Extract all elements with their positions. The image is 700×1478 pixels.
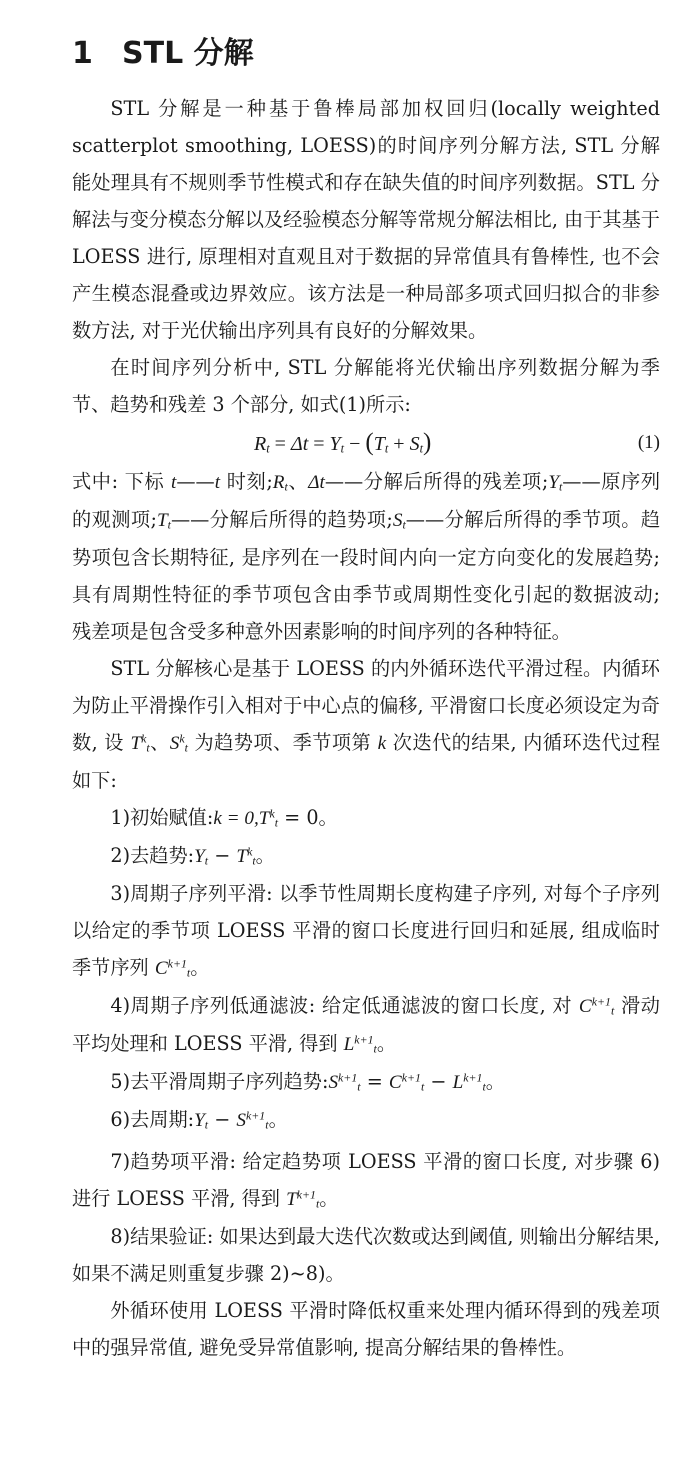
definitions-paragraph: 式中: 下标 t——t 时刻$;R_t$、Δt——分解后所得的残差项$;Y_t——$原序列的观测项$;T_t——$分解后所得的趋势项$;S_t——$分解后所得的季节项。趋势项包含长期特征, 是序列在一段时间内向一定方向变化的发展趋势; 具有周期性特征的季节项包含由季节或周期性变化引起的数据波动; 残差项是包含受多种意外因素影响的时间序列的各种特征。 [72, 470, 661, 643]
intro-paragraph-2: 在时间序列分析中, STL 分解能将光伏输出序列数据分解为季节、趋势和残差 3 个部分, 如式(1)所示: [72, 356, 660, 416]
core-paragraph: STL 分解核心是基于 LOESS 的内外循环迭代平滑过程。内循环为防止平滑操作引入相对于中心点的偏移, 平滑窗口长度必须设定为奇数, 设 $T^k_t$、$S^k_t$ 为趋势项、季节项第 k 次迭代的结果, 内循环迭代过程如下: [72, 657, 661, 792]
step-1: 1)初始赋值:k = $0,T^k_t = 0$。 [110, 806, 338, 830]
step-2: 2)去趋势$:Y_t - T^k_t$。 [110, 844, 275, 868]
outer-loop-paragraph: 外循环使用 LOESS 平滑时降低权重来处理内循环得到的残差项中的强异常值, 避免受异常值影响, 提高分解结果的鲁棒性。 [72, 1299, 660, 1359]
equation-1 [72, 423, 660, 463]
section-number: 1 [72, 36, 93, 71]
equation-body: $R_t = \Delta t = Y_t - (T_t + S_t)$ [254, 429, 432, 456]
step-8: 8)结果验证: 如果达到最大迭代次数或达到阈值, 则输出分解结果, 如果不满足则重复步骤 2)~8)。 [72, 1225, 660, 1285]
article-page [72, 34, 660, 1366]
equation-number: (1) [637, 432, 660, 453]
intro-paragraph-1: STL 分解是一种基于鲁棒局部加权回归(locally weighted scatterplot smoothing, LOESS)的时间序列分解方法, STL 分解能处理具有不规则季节性模式和存在缺失值的时间序列数据。STL 分解法与变分模态分解以及经验模态分解等常规分解法相比, 由于其基于 LOESS 进行, 原理相对直观且对于数据的异常值具有鲁棒性, 也不会产生模态混叠或边界效应。该方法是一种局部多项式回归拟合的非参数方法, 对于光伏输出序列具有良好的分解效果。 [72, 97, 660, 342]
step-5: 5)去平滑周期子序列趋势$:S^{k+1}_t = C^{k+1}_t - L^{k+1}_t$。 [110, 1070, 505, 1094]
step-4: 4)周期子序列低通滤波: 给定低通滤波的窗口长度, 对 $C^{k+1}_t$ 滑动平均处理和 LOESS 平滑, 得到 $L^{k+1}_t$。 [72, 994, 660, 1056]
section-title: STL 分解 [122, 36, 254, 71]
section-heading [72, 34, 660, 74]
step-7: 7)趋势项平滑: 给定趋势项 LOESS 平滑的窗口长度, 对步骤 6)进行 LOESS 平滑, 得到 $T^{k+1}_t$。 [72, 1150, 660, 1211]
step-3: 3)周期子序列平滑: 以季节性周期长度构建子序列, 对每个子序列以给定的季节项 LOESS 平滑的窗口长度进行回归和延展, 组成临时季节序列 $C^{k+1}_t$。 [72, 882, 660, 980]
step-6: 6)去周期$:Y_t - S^{k+1}_t$。 [110, 1108, 288, 1132]
